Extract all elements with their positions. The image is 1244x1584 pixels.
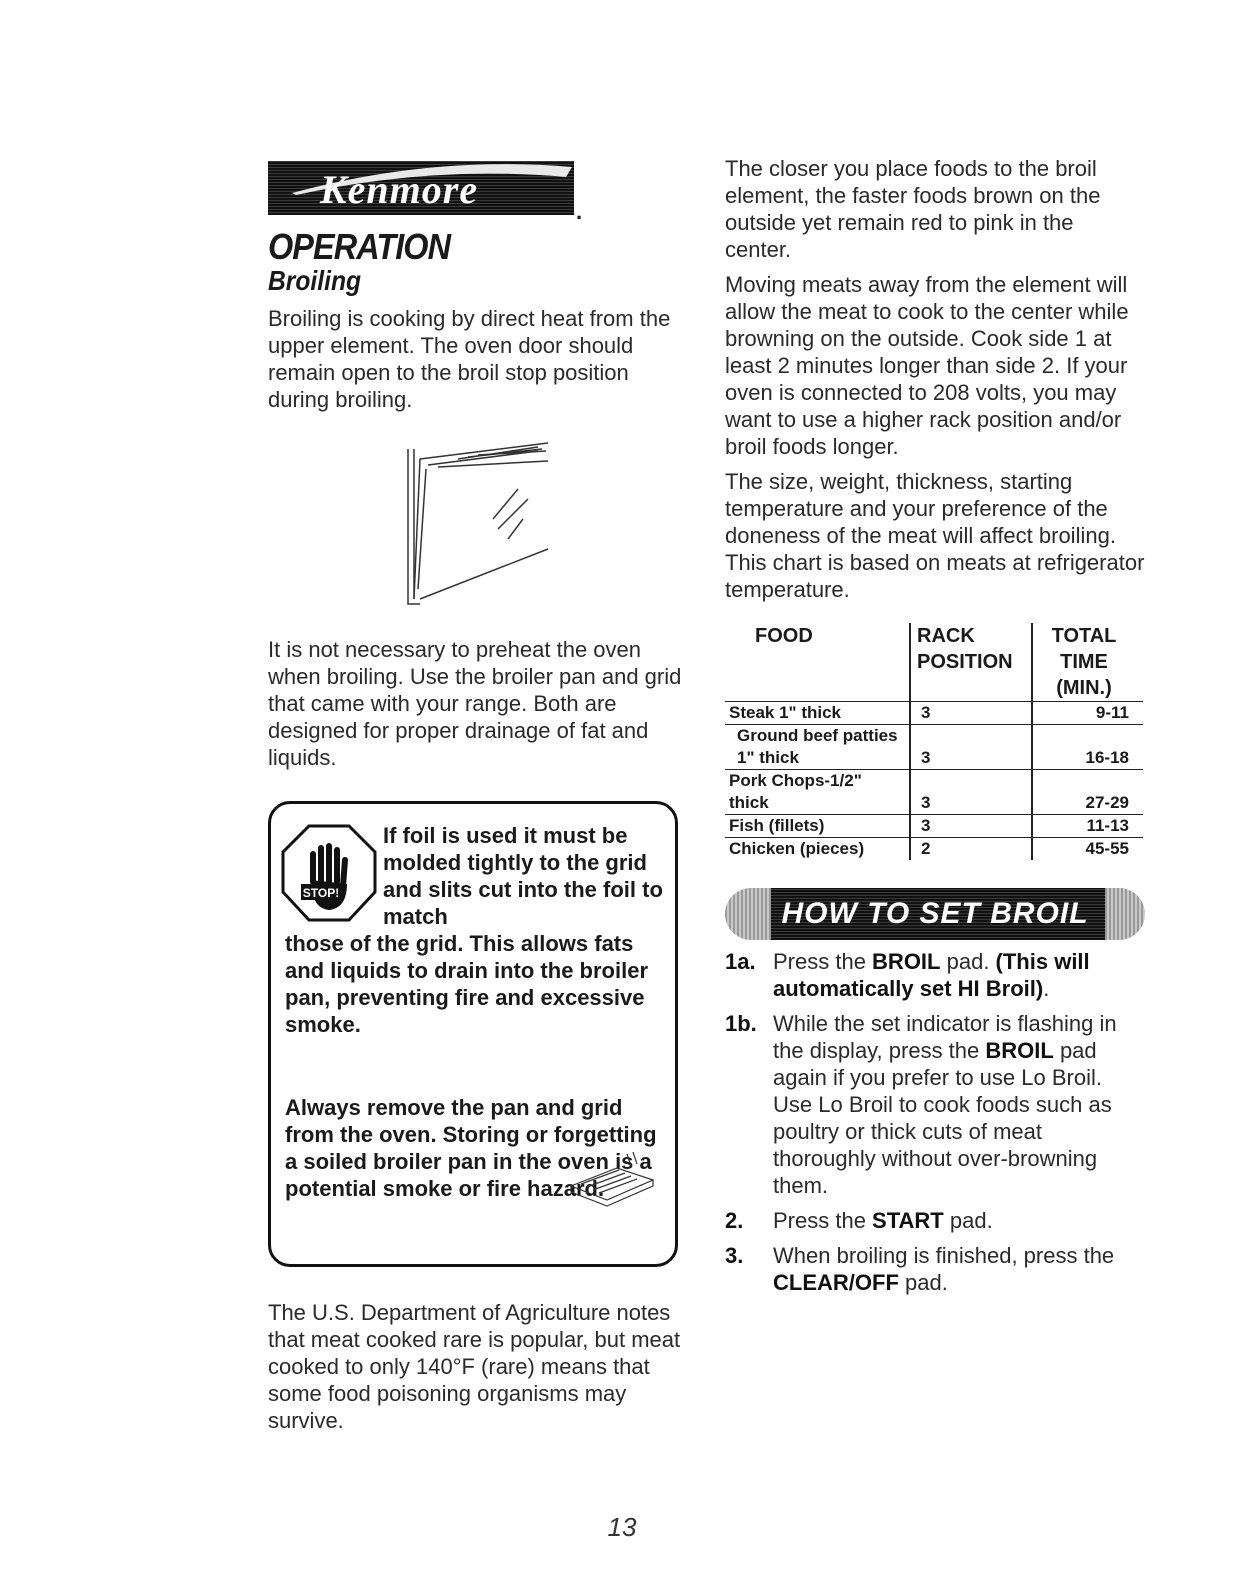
cell-food: Steak 1" thick <box>725 702 910 725</box>
step-text: pad. <box>898 1270 948 1295</box>
step-number: 3. <box>725 1243 744 1268</box>
intro-paragraph: Broiling is cooking by direct heat from the upper element. The oven door should remain open to the broil stop position during broiling. <box>268 306 671 412</box>
warning-text-rest: those of the grid. This allows fats and liquids to drain into the broiler pan, preventing fire and excessive smoke. <box>285 931 648 1037</box>
cell-rack: 3 <box>910 770 1032 815</box>
section-title: OPERATION <box>268 226 451 267</box>
cell-rack: 2 <box>910 838 1032 861</box>
step-text: While the set indicator is flashing in the display, press the <box>773 1011 1117 1063</box>
cell-food: Fish (fillets) <box>725 815 910 838</box>
warning-text-remove-pan: Always remove the pan and grid from the oven. Storing or forgetting a soiled broiler pan in the oven is a potential smoke or fire hazard. <box>285 1095 657 1201</box>
cell-time: 45-55 <box>1032 838 1143 861</box>
header-time-line2: TIME (MIN.) <box>1056 651 1112 699</box>
cell-rack: 3 <box>910 815 1032 838</box>
step-note: (This will automatically set HI Broil) <box>773 949 1090 1001</box>
step-key: BROIL <box>985 1038 1054 1063</box>
stop-label: STOP! <box>302 886 340 900</box>
cell-food: Chicken (pieces) <box>725 838 910 861</box>
logo-text: Kenmore <box>320 167 479 212</box>
cell-rack: 3 <box>910 725 1032 770</box>
foil-warning-box <box>268 801 678 1267</box>
usda-paragraph: The U.S. Department of Agriculture notes that meat cooked rare is popular, but meat cooked to only 140°F (rare) means that some food poisoning organisms may survive. <box>268 1300 681 1433</box>
logo-dot: . <box>576 199 583 224</box>
table-row <box>725 770 1143 815</box>
step-text: Press the <box>773 1208 873 1233</box>
right-paragraph-1: The closer you place foods to the broil element, the faster foods brown on the outside yet remain red to pink in the center. <box>725 156 1101 262</box>
step-text: pad. <box>940 949 996 974</box>
step-number: 1b. <box>725 1011 757 1036</box>
preheat-paragraph: It is not necessary to preheat the oven when broiling. Use the broiler pan and grid that came with your range. Both are designed for proper drainage of fat and liquids. <box>268 637 682 770</box>
page-number: 13 <box>607 1512 637 1542</box>
step-key: CLEAR/OFF <box>773 1270 899 1295</box>
header-rack-line1: RACK <box>917 625 975 647</box>
cell-time: 11-13 <box>1032 815 1143 838</box>
header-rack <box>910 623 1032 702</box>
broiler-pan-icon <box>567 1150 657 1210</box>
cell-food: Pork Chops-1/2" thick <box>725 770 910 815</box>
banner-text: HOW TO SET BROIL <box>781 897 1089 930</box>
header-food: FOOD <box>755 625 813 647</box>
stop-hand-icon <box>281 824 377 924</box>
step-text: pad. <box>943 1208 993 1233</box>
step-1b <box>725 1010 1145 1199</box>
cell-rack: 3 <box>910 702 1032 725</box>
step-text: pad again if you prefer to use Lo Broil. Use Lo Broil to cook foods such as poultry or thick cuts of meat thoroughly without over-browning them. <box>773 1038 1112 1198</box>
right-paragraph-2: Moving meats away from the element will allow the meat to cook to the center while browning on the outside. Cook side 1 at least 2 minutes longer than side 2. If your oven is connected to 208 volts, you may want to use a higher rack position and/or broil foods longer. <box>725 272 1129 459</box>
left-column <box>268 155 688 1434</box>
kenmore-logo <box>268 155 588 224</box>
right-paragraph-3: The size, weight, thickness, starting temperature and your preference of the doneness of the meat will affect broiling. This chart is based on meats at refrigerator temperature. <box>725 469 1145 602</box>
right-column <box>725 155 1145 1296</box>
table-row <box>725 815 1143 838</box>
step-text: . <box>1043 976 1050 1001</box>
step-text: Press the <box>773 949 873 974</box>
warning-text-top: If foil is used it must be molded tightly to the grid and slits cut into the foil to match <box>383 823 663 929</box>
header-rack-line2: POSITION <box>917 651 1013 673</box>
table-row <box>725 838 1143 861</box>
cell-time: 9-11 <box>1032 702 1143 725</box>
broiling-chart-table <box>725 623 1143 860</box>
table-row <box>725 725 1143 770</box>
table-row <box>725 702 1143 725</box>
step-1a <box>725 948 1145 1002</box>
oven-door-illustration <box>398 439 558 609</box>
step-key: START <box>872 1208 944 1233</box>
cell-food: Ground beef patties 1" thick <box>725 725 910 770</box>
section-subtitle: Broiling <box>268 265 362 296</box>
step-key: BROIL <box>872 949 941 974</box>
step-text: When broiling is finished, press the <box>773 1243 1115 1268</box>
header-time <box>1032 623 1143 702</box>
how-to-set-broil-banner <box>725 888 1145 940</box>
header-time-line1: TOTAL <box>1051 625 1117 647</box>
cell-time: 27-29 <box>1032 770 1143 815</box>
step-number: 2. <box>725 1208 744 1233</box>
step-2 <box>725 1207 1145 1234</box>
step-3 <box>725 1242 1145 1296</box>
cell-time: 16-18 <box>1032 725 1143 770</box>
step-number: 1a. <box>725 949 756 974</box>
